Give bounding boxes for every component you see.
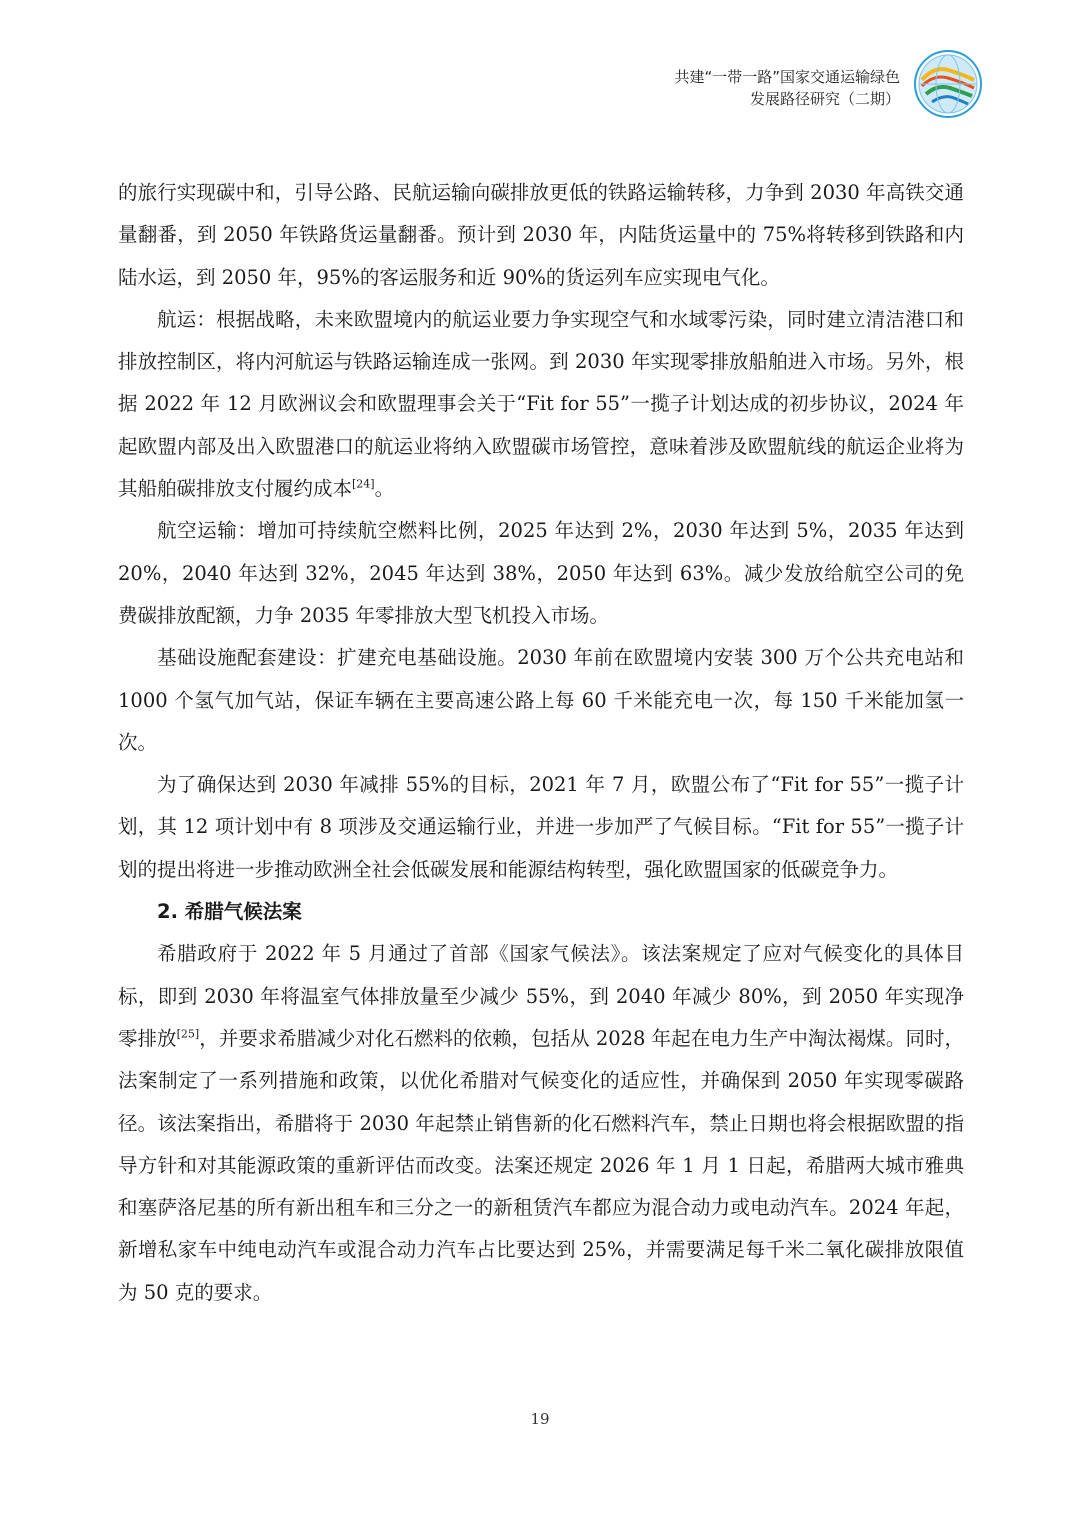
- paragraph-rail: 的旅行实现碳中和，引导公路、民航运输向碳排放更低的铁路运输转移，力争到 2030 年高铁交通量翻番，到 2050 年铁路货运量翻番。预计到 2030 年，内陆货运量中的 75%将转移到铁路和内陆水运，到 2050 年，95%的客运服务和近 90%的货运列车应实现电气化。: [118, 181, 964, 289]
- shipping-text-end: 。: [374, 477, 395, 501]
- paragraph-fit-for-55: 为了确保达到 2030 年减排 55%的目标，2021 年 7 月，欧盟公布了“Fit for 55”一揽子计划，其 12 项计划中有 8 项涉及交通运输行业，并进一步加严了气候目标。“Fit for 55”一揽子计划的提出将进一步推动欧洲全社会低碳发展和能源结构转型，强化欧盟国家的低碳竞争力。: [118, 773, 964, 881]
- paragraph-greece-law: [118, 933, 964, 1314]
- paragraph-shipping: [118, 299, 964, 510]
- globe-logo-icon: [914, 50, 982, 118]
- body-text: [118, 172, 964, 1314]
- section-heading-greece: 2. 希腊气候法案: [157, 900, 302, 924]
- header-title-line2: 发展路径研究（二期）: [749, 90, 900, 108]
- paragraph-aviation: 航空运输：增加可持续航空燃料比例，2025 年达到 2%，2030 年达到 5%，2035 年达到 20%，2040 年达到 32%，2045 年达到 38%，2050 年达到 63%。减少发放给航空公司的免费碳排放配额，力争 2035 年零排放大型飞机投入市场。: [118, 519, 964, 627]
- paragraph-infrastructure: 基础设施配套建设：扩建充电基础设施。2030 年前在欧盟境内安装 300 万个公共充电站和 1000 个氢气加气站，保证车辆在主要高速公路上每 60 千米能充电一次，每 150 千米能加氢一次。: [118, 646, 964, 754]
- greece-text-a: 希腊政府于 2022 年 5 月通过了首部《国家气候法》。该法案规定了应对气候变化的具体目标，即到 2030 年将温室气体排放量至少减少 55%，到 2040 年减少 80%，到 2050 年实现净零排放: [118, 942, 964, 1050]
- header-title-line1: 共建“一带一路”国家交通运输绿色: [674, 68, 900, 86]
- greece-text-b: ，并要求希腊减少对化石燃料的依赖，包括从 2028 年起在电力生产中淘汰褐煤。同时，法案制定了一系列措施和政策，以优化希腊对气候变化的适应性，并确保到 2050 年实现零碳路径。该法案指出，希腊将于 2030 年起禁止销售新的化石燃料汽车，禁止日期也将会根据欧盟的指导方针和对其能源政策的重新评估而改变。法案还规定 2026 年 1 月 1 日起，希腊两大城市雅典和塞萨洛尼基的所有新出租车和三分之一的新租赁汽车都应为混合动力或电动汽车。2024 年起，新增私家车中纯电动汽车或混合动力汽车占比要达到 25%，并需要满足每千米二氧化碳排放限值为 50 克的要求。: [118, 1026, 964, 1304]
- citation-24: [24]: [352, 477, 375, 491]
- citation-25: [25]: [176, 1027, 200, 1041]
- shipping-text: 航运：根据战略，未来欧盟境内的航运业要力争实现空气和水域零污染，同时建立清洁港口和排放控制区，将内河航运与铁路运输连成一张网。到 2030 年实现零排放船舶进入市场。另外，根据 2022 年 12 月欧洲议会和欧盟理事会关于“Fit for 55”一揽子计划达成的初步协议，2024 年起欧盟内部及出入欧盟港口的航运业将纳入欧盟碳市场管控，意味着涉及欧盟航线的航运企业将为其船舶碳排放支付履约成本: [118, 307, 964, 501]
- page-number: 19: [530, 1410, 550, 1428]
- page-header: [674, 66, 900, 110]
